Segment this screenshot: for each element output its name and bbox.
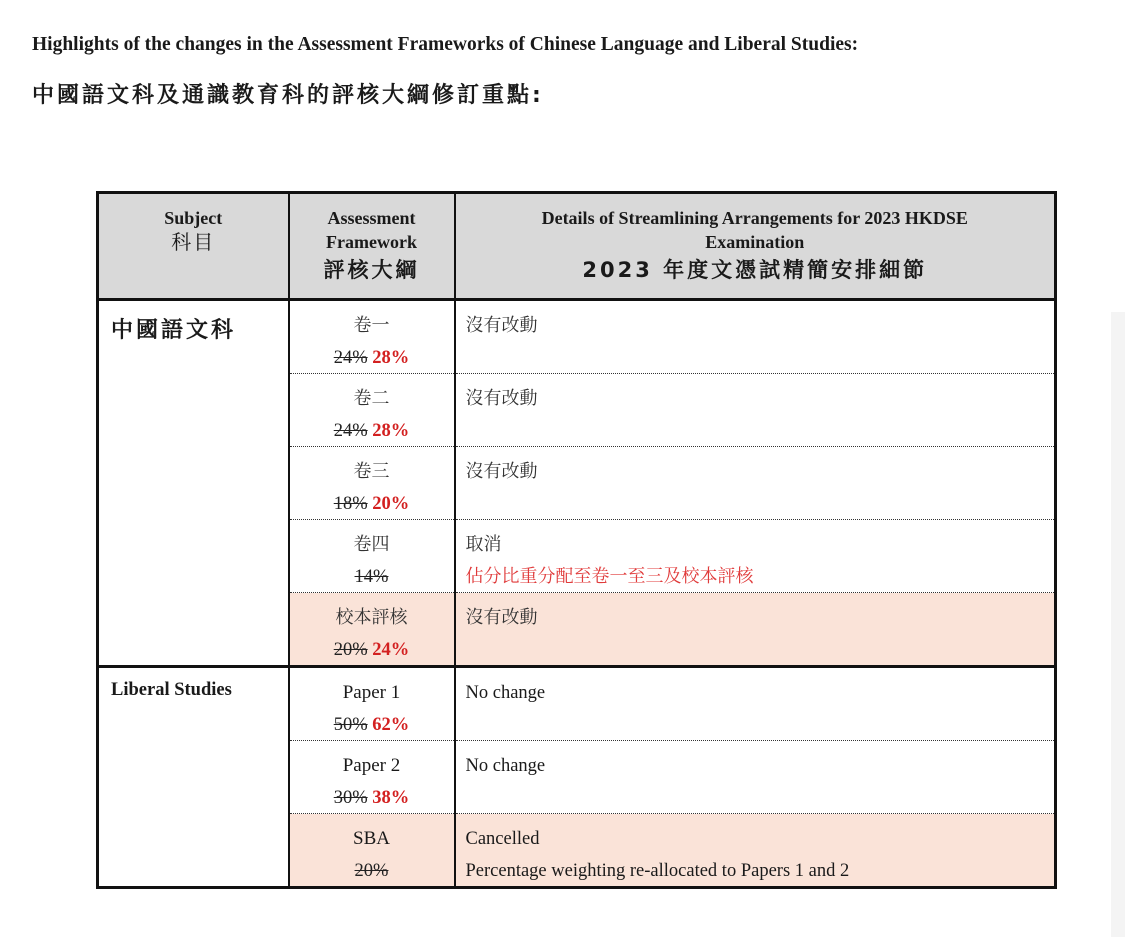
paper-name: Paper 1: [342, 682, 401, 703]
paper-cell: [289, 667, 455, 741]
detail-cell: [455, 520, 1056, 593]
detail-text: 沒有改動: [465, 388, 538, 409]
header-subject-zh: 科目: [171, 230, 216, 254]
paper-name: SBA: [353, 828, 390, 849]
paper-cell: [289, 447, 455, 520]
detail-text: 沒有改動: [465, 607, 538, 628]
paper-cell: [289, 520, 455, 593]
header-framework-en-line2: Framework: [326, 232, 417, 252]
detail-text: 沒有改動: [465, 461, 538, 482]
detail-text: No change: [465, 683, 546, 703]
paper-cell: [289, 593, 455, 667]
table-row: [98, 300, 1056, 374]
header-details-en: Details of Streamlining Arrangements for 2023 HKDSE Examination: [541, 208, 968, 252]
detail-text: 沒有改動: [465, 315, 538, 336]
detail-cell: [455, 300, 1056, 374]
paper-name: 校本評核: [335, 607, 408, 628]
header-subject: [98, 193, 289, 300]
table-row: [98, 667, 1056, 741]
header-framework: [289, 193, 455, 300]
header-framework-en-line1: Assessment: [327, 208, 416, 228]
old-weighting: 20%: [354, 861, 389, 881]
detail-text: Cancelled: [465, 829, 540, 849]
subject-name: 中國語文科: [111, 318, 237, 343]
subject-cell-chinese: [98, 300, 289, 667]
detail-text: No change: [465, 756, 546, 776]
paper-cell: [289, 814, 455, 888]
weighting: [290, 420, 454, 442]
scrollbar-track[interactable]: [1111, 312, 1125, 937]
detail-cell: [455, 447, 1056, 520]
new-weighting: 24%: [372, 640, 410, 660]
detail-cell: [455, 741, 1056, 814]
paper-name: 卷二: [353, 388, 390, 409]
paper-name: 卷四: [353, 534, 390, 555]
header-details-zh: 2023 年度文憑試精簡安排細節: [582, 258, 928, 282]
header-framework-zh: 評核大綱: [323, 258, 420, 282]
new-weighting: 28%: [372, 348, 410, 368]
paper-name: 卷三: [353, 461, 390, 482]
subject-cell-liberal-studies: [98, 667, 289, 888]
weighting: [290, 639, 454, 661]
heading-chinese: 中國語文科及通識教育科的評核大綱修訂重點:: [32, 83, 544, 108]
paper-name: 卷一: [353, 315, 390, 336]
weighting: [290, 347, 454, 369]
subject-name: Liberal Studies: [111, 680, 232, 700]
paper-cell: [289, 741, 455, 814]
old-weighting: 14%: [354, 567, 389, 587]
paper-name: Paper 2: [342, 755, 401, 776]
old-weighting: 18%: [333, 494, 368, 514]
weighting: [290, 714, 454, 736]
old-weighting: 24%: [333, 421, 368, 441]
header-details: [455, 193, 1056, 300]
new-weighting: 38%: [372, 788, 410, 808]
weighting: [290, 860, 454, 882]
header-subject-en: Subject: [164, 208, 223, 228]
detail-cell: [455, 374, 1056, 447]
detail-note: 佔分比重分配至卷一至三及校本評核: [465, 566, 754, 587]
detail-text: 取消: [465, 534, 502, 555]
heading-english: Highlights of the changes in the Assessment Frameworks of Chinese Language and Liberal Studies:: [32, 34, 859, 55]
new-weighting: 62%: [372, 715, 410, 735]
paper-cell: [289, 374, 455, 447]
old-weighting: 50%: [333, 715, 368, 735]
paper-cell: [289, 300, 455, 374]
new-weighting: 20%: [372, 494, 410, 514]
old-weighting: 24%: [333, 348, 368, 368]
weighting: [290, 787, 454, 809]
old-weighting: 20%: [333, 640, 368, 660]
header-row: [98, 193, 1056, 300]
old-weighting: 30%: [333, 788, 368, 808]
weighting: [290, 493, 454, 515]
detail-note: Percentage weighting re-allocated to Papers 1 and 2: [465, 861, 850, 881]
detail-cell: [455, 814, 1056, 888]
new-weighting: 28%: [372, 421, 410, 441]
assessment-framework-table: [96, 191, 1057, 889]
weighting: [290, 566, 454, 588]
detail-cell: [455, 593, 1056, 667]
detail-cell: [455, 667, 1056, 741]
